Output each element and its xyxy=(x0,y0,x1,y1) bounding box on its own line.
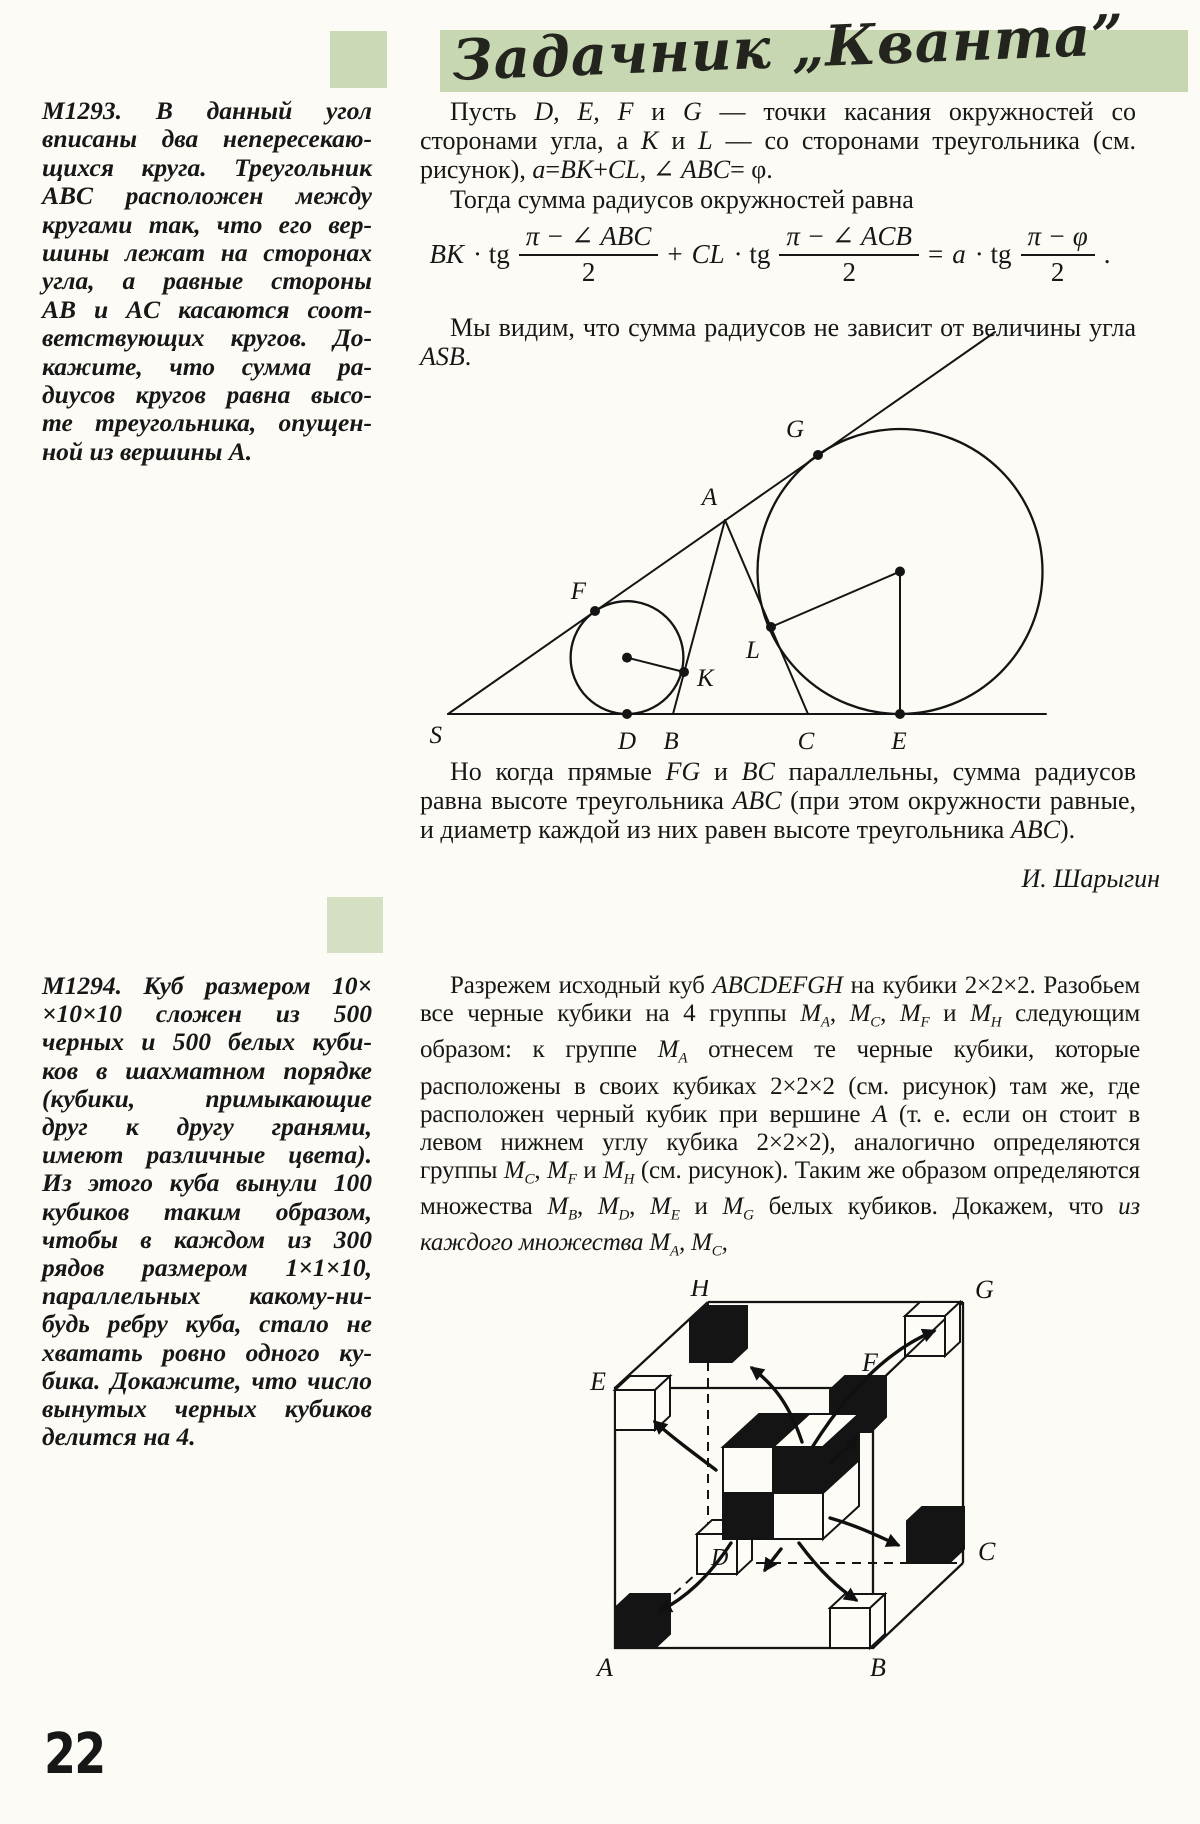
text-line: кубиков таким образом, xyxy=(42,1196,372,1226)
fraction-numerator: π − φ xyxy=(1021,221,1095,256)
white-corner-cube-g xyxy=(905,1302,960,1357)
label-a: A xyxy=(701,484,717,511)
formula-equals: = xyxy=(928,239,944,270)
text-line: Из этого куба вынули 100 xyxy=(42,1168,372,1198)
point-l xyxy=(766,622,776,632)
small-circle-center xyxy=(622,653,632,663)
solution-m1293-p1: Пусть D, E, F и G — точки касания окружностей со сторонами угла, а K и L — со сторонами треугольника (см. рисунок), a=BK+CL, ∠ ABC= φ. xyxy=(420,97,1136,184)
point-e xyxy=(895,709,905,719)
text-line: черных и 500 белых куби- xyxy=(42,1027,372,1057)
text-line: вынутых черных кубиков xyxy=(42,1394,372,1424)
section-title: Задачник „Кванта” xyxy=(450,2,1126,94)
text-line: делится на 4. xyxy=(42,1422,196,1452)
solution-m1293-p4: Но когда прямые FG и BC параллельны, сумма радиусов равна высоте треугольника ABC (при этом окружности равные, и диаметр каждой из них равен высоте треугольника ABC). xyxy=(420,757,1136,844)
fraction-denominator: 2 xyxy=(581,257,596,288)
text-line: ветствующих кругов. До- xyxy=(42,323,372,353)
formula-op: · tg xyxy=(974,239,1012,270)
point-f xyxy=(590,606,600,616)
text-line: AB и AC касаются соот- xyxy=(42,294,372,324)
label-e: E xyxy=(891,728,907,755)
label-s: S xyxy=(429,722,442,749)
big-circle-center xyxy=(895,567,905,577)
fraction-denominator: 2 xyxy=(1050,257,1065,288)
text-line: (кубики, примыкающие xyxy=(42,1083,372,1113)
label-f: F xyxy=(862,1348,878,1377)
label-g: G xyxy=(975,1280,994,1304)
radius-to-k xyxy=(627,658,684,672)
text-line: щихся круга. Треугольник xyxy=(42,152,372,182)
formula-term-a: a xyxy=(952,239,966,270)
text-line: кругами так, что его вер- xyxy=(42,209,372,239)
fraction-phi xyxy=(1021,221,1095,288)
point-g xyxy=(813,450,823,460)
text-line: диусов кругов равна высо- xyxy=(42,380,372,410)
problem-m1293-text xyxy=(42,97,372,466)
text-line: ков в шахматном порядке xyxy=(42,1055,372,1085)
text-line: угла, а равные стороны xyxy=(42,266,372,296)
point-k xyxy=(679,667,689,677)
label-b: B xyxy=(663,728,679,755)
label-d: D xyxy=(711,1545,729,1571)
text-line: хватать ровно одного ку- xyxy=(42,1337,372,1367)
black-corner-cube-a xyxy=(615,1594,670,1648)
text-line: рядов размером 1×1×10, xyxy=(42,1253,372,1283)
label-k: K xyxy=(697,665,714,692)
problem-m1294-text xyxy=(42,972,372,1451)
black-corner-cube-c xyxy=(907,1507,964,1563)
figure-angle-circles xyxy=(390,331,1050,755)
label-a: A xyxy=(597,1653,613,1682)
text-line: кажите, что сумма ра- xyxy=(42,351,372,381)
radius-to-l xyxy=(771,572,900,628)
solution-m1293-p2: Тогда сумма радиусов окружностей равна xyxy=(450,185,914,214)
arrow-to-c xyxy=(830,1518,898,1545)
fraction-denominator: 2 xyxy=(842,257,856,288)
fraction-acb xyxy=(779,221,919,288)
label-h: H xyxy=(690,1280,710,1302)
label-g: G xyxy=(785,416,804,443)
text-line: вписаны два непересекаю- xyxy=(42,124,372,154)
text-line: ABC расположен между xyxy=(42,181,372,211)
text-line: М1294. Куб размером 10× xyxy=(42,971,372,1000)
text-line: М1293. В данный угол xyxy=(42,96,372,125)
formula-period: . xyxy=(1103,239,1111,270)
white-corner-cube-e xyxy=(615,1376,670,1430)
text-line: ×10×10 сложен из 500 xyxy=(42,999,372,1029)
arrow-to-d xyxy=(765,1549,781,1570)
formula-radii-sum xyxy=(420,221,1120,288)
arrow-to-e xyxy=(655,1422,716,1470)
text-line: будь ребру куба, стало не xyxy=(42,1309,372,1339)
arrow-to-b xyxy=(799,1543,856,1600)
fraction-numerator: π − ∠ ABC xyxy=(519,221,659,256)
section-marker-mid xyxy=(327,897,383,953)
solution-m1293-p3: Мы видим, что сумма радиусов не зависит от величины угла ASB. xyxy=(420,313,1136,371)
section-marker-top xyxy=(330,31,387,88)
black-corner-cube-h xyxy=(690,1306,747,1362)
text-line: те треугольника, опущен- xyxy=(42,408,372,438)
formula-plus: + xyxy=(667,239,683,270)
text-line: чтобы в каждом из 300 xyxy=(42,1224,372,1254)
formula-term-bk: BK xyxy=(429,239,465,270)
cube-edge-bc xyxy=(873,1563,963,1648)
figure-cube xyxy=(495,1280,1015,1705)
formula-op: · tg xyxy=(733,239,771,270)
label-f: F xyxy=(570,578,586,605)
label-l: L xyxy=(746,637,760,664)
text-line: параллельных какому-ни- xyxy=(42,1281,372,1311)
label-b: B xyxy=(870,1653,886,1682)
page-number: 22 xyxy=(44,1722,105,1787)
label-c: C xyxy=(797,728,815,755)
label-c: C xyxy=(978,1537,996,1566)
point-d xyxy=(622,709,632,719)
text-line: ной из вершины A. xyxy=(42,436,253,466)
formula-op: · tg xyxy=(473,239,510,270)
label-e: E xyxy=(590,1367,606,1396)
text-line: бика. Докажите, что число xyxy=(42,1365,372,1395)
text-line: имеют различные цвета). xyxy=(42,1140,372,1170)
author-byline: И. Шарыгин xyxy=(1021,864,1160,893)
fraction-numerator: π − ∠ ACB xyxy=(779,221,919,256)
white-corner-cube-b xyxy=(830,1594,885,1648)
fraction-abc xyxy=(519,221,659,288)
text-line: шины лежат на сторонах xyxy=(42,238,372,268)
solution-m1294-text: Разрежем исходный куб ABCDEFGH на кубики 2×2×2. Разобьем все черные кубики на 4 группы $M_A$, $M_C$, $M_F$ и $M_H$ следующим образом: к группе $M_A$ отнесем те черные кубики, которые расположены в своих кубиках 2×2×2 (см. рисунок) там же, где расположен черный кубик при вершине A (т. е. если он стоит в левом нижнем углу кубика 2×2×2), аналогично определяются группы $M_C$, $M_F$ и $M_H$ (см. рисунок). Таким же образом определяются множества $M_B$, $M_D$, $M_E$ и $M_G$ белых кубиков. Докажем, что из каждого множества $M_A$, $M_C$, xyxy=(420,972,1140,1260)
angle-side-ray xyxy=(448,332,995,714)
formula-term-cl: CL xyxy=(691,239,725,270)
text-line: друг к другу гранями, xyxy=(42,1112,372,1142)
label-d: D xyxy=(617,728,637,755)
